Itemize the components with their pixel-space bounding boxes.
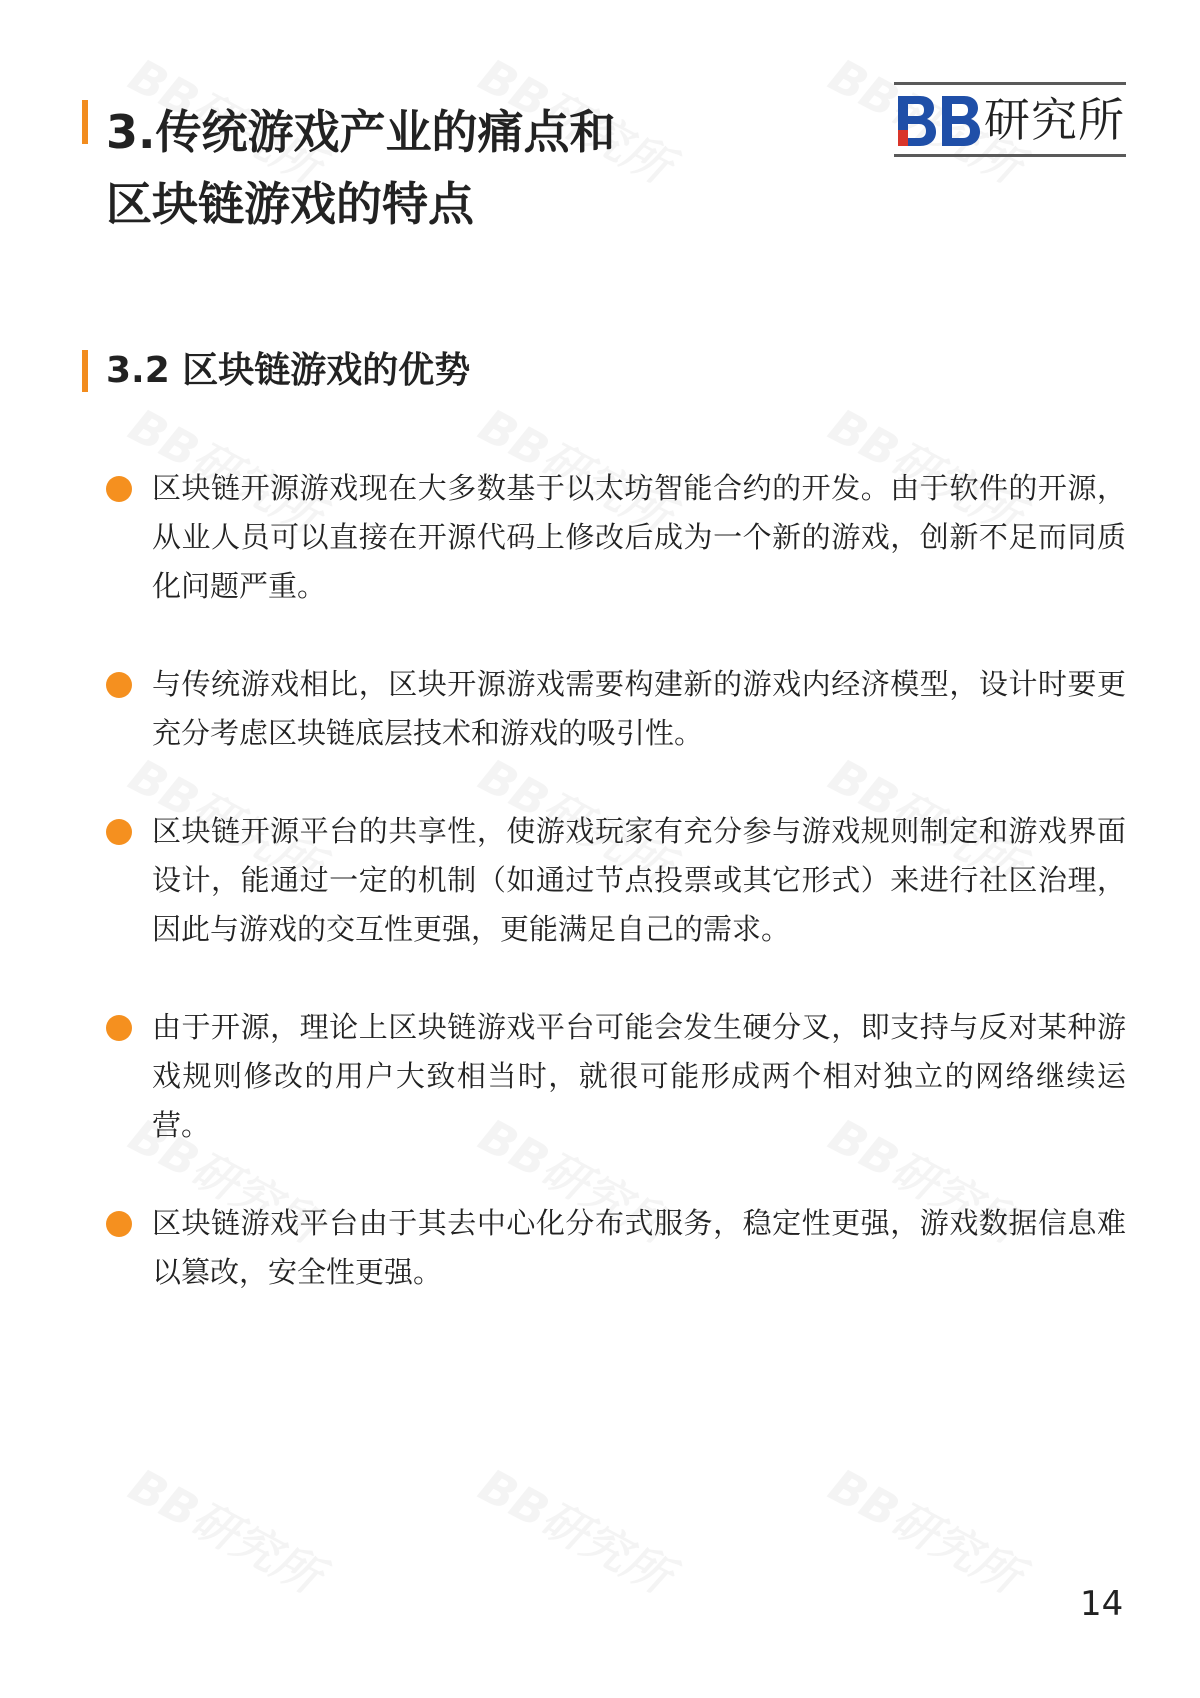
chapter-title	[82, 96, 722, 240]
list-item-text: 区块链开源平台的共享性，使游戏玩家有充分参与游戏规则制定和游戏界面设计，能通过一定的机制（如通过节点投票或其它形式）来进行社区治理，因此与游戏的交互性更强，更能满足自己的需求。	[152, 814, 1126, 946]
logo-rule-top	[894, 82, 1126, 85]
watermark	[469, 1450, 684, 1606]
bullet-dot-icon	[106, 476, 132, 502]
bullet-list	[106, 464, 1126, 1346]
section-title: 3.2 区块链游戏的优势	[106, 350, 471, 391]
list-item-text: 区块链开源游戏现在大多数基于以太坊智能合约的开发。由于软件的开源，从业人员可以直接在开源代码上修改后成为一个新的游戏，创新不足而同质化问题严重。	[152, 471, 1126, 603]
logo-name: 研究所	[984, 93, 1125, 147]
bullet-dot-icon	[106, 672, 132, 698]
bullet-dot-icon	[106, 819, 132, 845]
logo-bb-mark-icon	[896, 94, 982, 148]
list-item-text: 由于开源，理论上区块链游戏平台可能会发生硬分叉，即支持与反对某种游戏规则修改的用户大致相当时，就很可能形成两个相对独立的网络继续运营。	[152, 1010, 1126, 1142]
bullet-dot-icon	[106, 1015, 132, 1041]
list-item-text: 与传统游戏相比，区块开源游戏需要构建新的游戏内经济模型，设计时要更充分考虑区块链底层技术和游戏的吸引性。	[152, 667, 1126, 750]
list-item	[106, 1199, 1126, 1297]
list-item	[106, 464, 1126, 611]
logo	[894, 82, 1126, 158]
bullet-dot-icon	[106, 1211, 132, 1237]
chapter-title-line-1: 3.传统游戏产业的痛点和	[106, 105, 616, 159]
logo-rule-bottom	[894, 154, 1126, 157]
chapter-title-line-2: 区块链游戏的特点	[106, 177, 474, 231]
list-item	[106, 1003, 1126, 1150]
watermark	[819, 1450, 1034, 1606]
list-item	[106, 807, 1126, 954]
section-accent-bar	[82, 350, 88, 392]
list-item	[106, 660, 1126, 758]
watermark	[119, 1450, 334, 1606]
page-number: 14	[1080, 1584, 1124, 1624]
list-item-text: 区块链游戏平台由于其去中心化分布式服务，稳定性更强，游戏数据信息难以篡改，安全性更强。	[152, 1206, 1126, 1289]
